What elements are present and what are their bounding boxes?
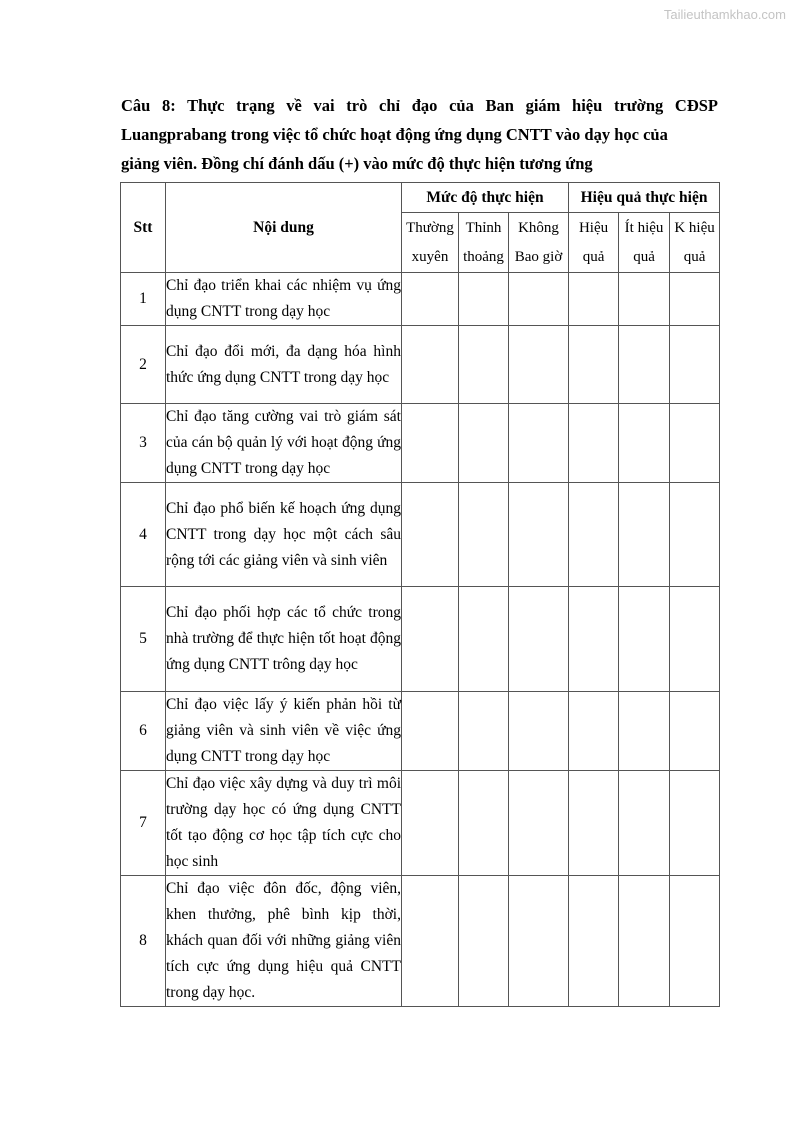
mark-cell[interactable] bbox=[569, 876, 619, 1007]
mark-cell[interactable] bbox=[459, 771, 509, 876]
mark-cell[interactable] bbox=[619, 404, 670, 483]
question-text bbox=[121, 91, 718, 178]
row-stt: 3 bbox=[121, 404, 166, 483]
mark-cell[interactable] bbox=[619, 771, 670, 876]
mark-cell[interactable] bbox=[509, 483, 569, 587]
mark-cell[interactable] bbox=[459, 273, 509, 326]
mark-cell[interactable] bbox=[670, 404, 720, 483]
row-content: Chỉ đạo việc đôn đốc, động viên, khen thưởng, phê bình kịp thời, khách quan đối với những giảng viên tích cực ứng dụng hiệu quả CNTT trong dạy học. bbox=[166, 876, 402, 1007]
mark-cell[interactable] bbox=[509, 692, 569, 771]
row-content: Chỉ đạo triển khai các nhiệm vụ ứng dụng CNTT trong dạy học bbox=[166, 273, 402, 326]
row-stt: 2 bbox=[121, 326, 166, 404]
row-stt: 4 bbox=[121, 483, 166, 587]
mark-cell[interactable] bbox=[619, 587, 670, 692]
mark-cell[interactable] bbox=[569, 404, 619, 483]
table-row bbox=[121, 587, 720, 692]
mark-cell[interactable] bbox=[402, 483, 459, 587]
mark-cell[interactable] bbox=[670, 771, 720, 876]
mark-cell[interactable] bbox=[619, 876, 670, 1007]
row-stt: 1 bbox=[121, 273, 166, 326]
header-effect-none: K hiệu quả bbox=[670, 213, 720, 273]
row-stt: 7 bbox=[121, 771, 166, 876]
header-effect-less: Ít hiệu quả bbox=[619, 213, 670, 273]
mark-cell[interactable] bbox=[619, 273, 670, 326]
mark-cell[interactable] bbox=[569, 692, 619, 771]
mark-cell[interactable] bbox=[569, 587, 619, 692]
mark-cell[interactable] bbox=[569, 771, 619, 876]
table-row bbox=[121, 326, 720, 404]
row-stt: 6 bbox=[121, 692, 166, 771]
table-row bbox=[121, 692, 720, 771]
mark-cell[interactable] bbox=[459, 404, 509, 483]
table-row bbox=[121, 273, 720, 326]
row-content: Chỉ đạo việc lấy ý kiến phản hồi từ giảng viên và sinh viên về việc ứng dụng CNTT trong dạy học bbox=[166, 692, 402, 771]
table-row bbox=[121, 876, 720, 1007]
header-stt: Stt bbox=[121, 183, 166, 273]
header-effect-group: Hiệu quả thực hiện bbox=[569, 183, 720, 213]
header-level-group: Mức độ thực hiện bbox=[402, 183, 569, 213]
mark-cell[interactable] bbox=[509, 273, 569, 326]
table-row bbox=[121, 771, 720, 876]
mark-cell[interactable] bbox=[569, 326, 619, 404]
header-level-never: Không Bao giờ bbox=[509, 213, 569, 273]
mark-cell[interactable] bbox=[509, 771, 569, 876]
mark-cell[interactable] bbox=[670, 876, 720, 1007]
watermark: Tailieuthamkhao.com bbox=[663, 7, 786, 22]
mark-cell[interactable] bbox=[569, 483, 619, 587]
row-stt: 5 bbox=[121, 587, 166, 692]
mark-cell[interactable] bbox=[459, 876, 509, 1007]
mark-cell[interactable] bbox=[402, 587, 459, 692]
row-content: Chỉ đạo việc xây dựng và duy trì môi trường dạy học có ứng dụng CNTT tốt tạo động cơ học tập tích cực cho học sinh bbox=[166, 771, 402, 876]
question-line2: giảng viên. Đồng chí đánh dấu (+) vào mức độ thực hiện tương ứng bbox=[121, 154, 593, 173]
row-content: Chỉ đạo phối hợp các tổ chức trong nhà trường để thực hiện tốt hoạt động ứng dụng CNTT trông dạy học bbox=[166, 587, 402, 692]
mark-cell[interactable] bbox=[402, 771, 459, 876]
mark-cell[interactable] bbox=[459, 692, 509, 771]
mark-cell[interactable] bbox=[670, 273, 720, 326]
mark-cell[interactable] bbox=[670, 483, 720, 587]
mark-cell[interactable] bbox=[619, 483, 670, 587]
header-row-groups bbox=[121, 183, 720, 213]
mark-cell[interactable] bbox=[402, 326, 459, 404]
table-row bbox=[121, 404, 720, 483]
mark-cell[interactable] bbox=[509, 587, 569, 692]
table-row bbox=[121, 483, 720, 587]
mark-cell[interactable] bbox=[619, 692, 670, 771]
mark-cell[interactable] bbox=[402, 404, 459, 483]
mark-cell[interactable] bbox=[402, 273, 459, 326]
mark-cell[interactable] bbox=[402, 692, 459, 771]
mark-cell[interactable] bbox=[670, 692, 720, 771]
row-content: Chỉ đạo đổi mới, đa dạng hóa hình thức ứng dụng CNTT trong dạy học bbox=[166, 326, 402, 404]
row-content: Chỉ đạo tăng cường vai trò giám sát của cán bộ quản lý với hoạt động ứng dụng CNTT trong dạy học bbox=[166, 404, 402, 483]
mark-cell[interactable] bbox=[509, 404, 569, 483]
mark-cell[interactable] bbox=[509, 326, 569, 404]
survey-table bbox=[120, 182, 720, 1007]
header-level-always: Thường xuyên bbox=[402, 213, 459, 273]
mark-cell[interactable] bbox=[459, 587, 509, 692]
mark-cell[interactable] bbox=[619, 326, 670, 404]
mark-cell[interactable] bbox=[402, 876, 459, 1007]
header-content: Nội dung bbox=[166, 183, 402, 273]
survey-body bbox=[121, 273, 720, 1007]
mark-cell[interactable] bbox=[509, 876, 569, 1007]
row-stt: 8 bbox=[121, 876, 166, 1007]
mark-cell[interactable] bbox=[670, 326, 720, 404]
row-content: Chỉ đạo phổ biến kế hoạch ứng dụng CNTT trong dạy học một cách sâu rộng tới các giảng viên và sinh viên bbox=[166, 483, 402, 587]
question-line1: Câu 8: Thực trạng về vai trò chỉ đạo của Ban giám hiệu trường CĐSP Luangprabang trong việc tổ chức hoạt động ứng dụng CNTT vào dạy học của bbox=[121, 96, 718, 144]
mark-cell[interactable] bbox=[569, 273, 619, 326]
mark-cell[interactable] bbox=[459, 483, 509, 587]
header-effect-effective: Hiệu quả bbox=[569, 213, 619, 273]
header-level-sometimes: Thỉnh thoảng bbox=[459, 213, 509, 273]
mark-cell[interactable] bbox=[459, 326, 509, 404]
mark-cell[interactable] bbox=[670, 587, 720, 692]
